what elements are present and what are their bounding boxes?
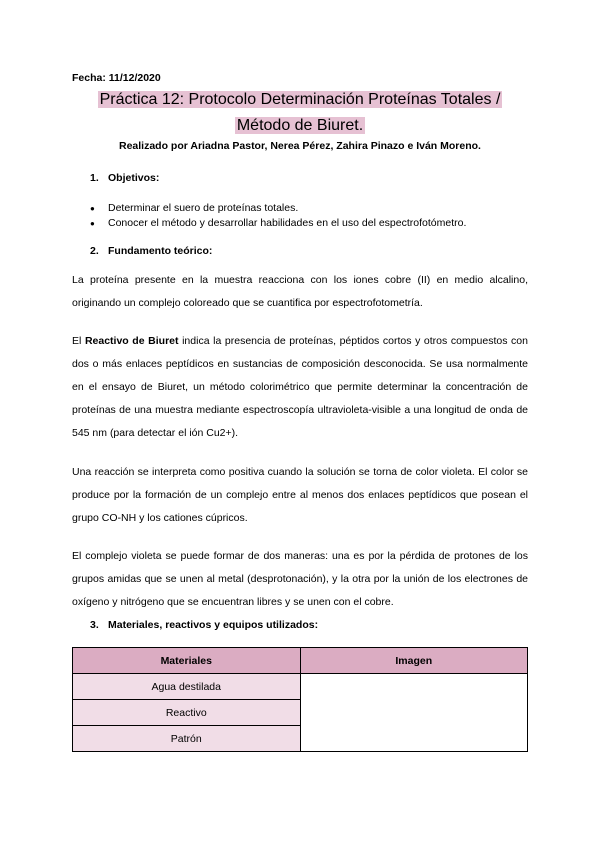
section-number: 1. (90, 172, 99, 184)
section-title: Fundamento teórico: (108, 245, 213, 257)
material-cell: Agua destilada (73, 674, 301, 700)
section-number: 3. (90, 619, 99, 631)
table-header-row (73, 648, 528, 674)
bullet-icon: ● (90, 219, 95, 228)
section-heading-materiales (90, 619, 318, 631)
table-row (73, 674, 528, 700)
image-cell (300, 674, 528, 752)
objective-text: Determinar el suero de proteínas totales. (108, 202, 299, 214)
section-title: Objetivos: (108, 172, 160, 184)
title-line-2-text: Método de Biuret. (236, 117, 364, 134)
reactivo-biuret-term: Reactivo de Biuret (84, 335, 179, 347)
paragraph-1: La proteína presente en la muestra reacciona con los iones cobre (II) en medio alcalino, originando un complejo coloreado que se cuantifica por espectrofotometría. (72, 274, 528, 309)
objective-item (90, 217, 466, 229)
paragraph-2-prefix: El (72, 335, 85, 347)
authors-line: Realizado por Ariadna Pastor, Nerea Pérez, Zahira Pinazo e Iván Moreno. (119, 140, 481, 152)
title-line-1-text: Práctica 12: Protocolo Determinación Proteínas Totales / (99, 91, 501, 108)
paragraph-3: Una reacción se interpreta como positiva cuando la solución se torna de color violeta. El color se produce por la formación de un complejo entre al menos dos enlaces peptídicos que posean el grupo CO-NH y los cationes cúpricos. (72, 466, 528, 524)
header-materiales: Materiales (73, 648, 301, 674)
date-line: Fecha: 11/12/2020 (72, 72, 161, 84)
bullet-icon: ● (90, 204, 95, 213)
paragraph-4: El complejo violeta se puede formar de dos maneras: una es por la pérdida de protones de los grupos amidas que se unen al metal (desprotonación), y la otra por la unión de los electrones de oxígeno y nitrógeno que se encuentran libres y se unen con el cobre. (72, 550, 528, 608)
header-imagen: Imagen (300, 648, 528, 674)
material-cell: Reactivo (73, 700, 301, 726)
section-title: Materiales, reactivos y equipos utilizados: (108, 619, 319, 631)
materials-table (72, 647, 528, 752)
objective-item (90, 202, 298, 214)
title-line-1 (72, 87, 528, 113)
section-heading-objetivos (90, 172, 159, 184)
material-cell: Patrón (73, 726, 301, 752)
paragraph-2 (72, 330, 528, 445)
paragraph-2-rest: indica la presencia de proteínas, péptidos cortos y otros compuestos con dos o más enlaces peptídicos en sustancias de composición desconocida. Se usa normalmente en el ensayo de Biuret, un método colorimétrico que permite determinar la concentración de proteínas de una muestra mediante espectroscopía ultravioleta-visible a una longitud de onda de 545 nm (para detectar el ión Cu2+). (72, 335, 528, 439)
section-heading-fundamento (90, 245, 212, 257)
section-number: 2. (90, 245, 99, 257)
objective-text: Conocer el método y desarrollar habilidades en el uso del espectrofotómetro. (108, 217, 467, 229)
title-line-2 (72, 113, 528, 139)
